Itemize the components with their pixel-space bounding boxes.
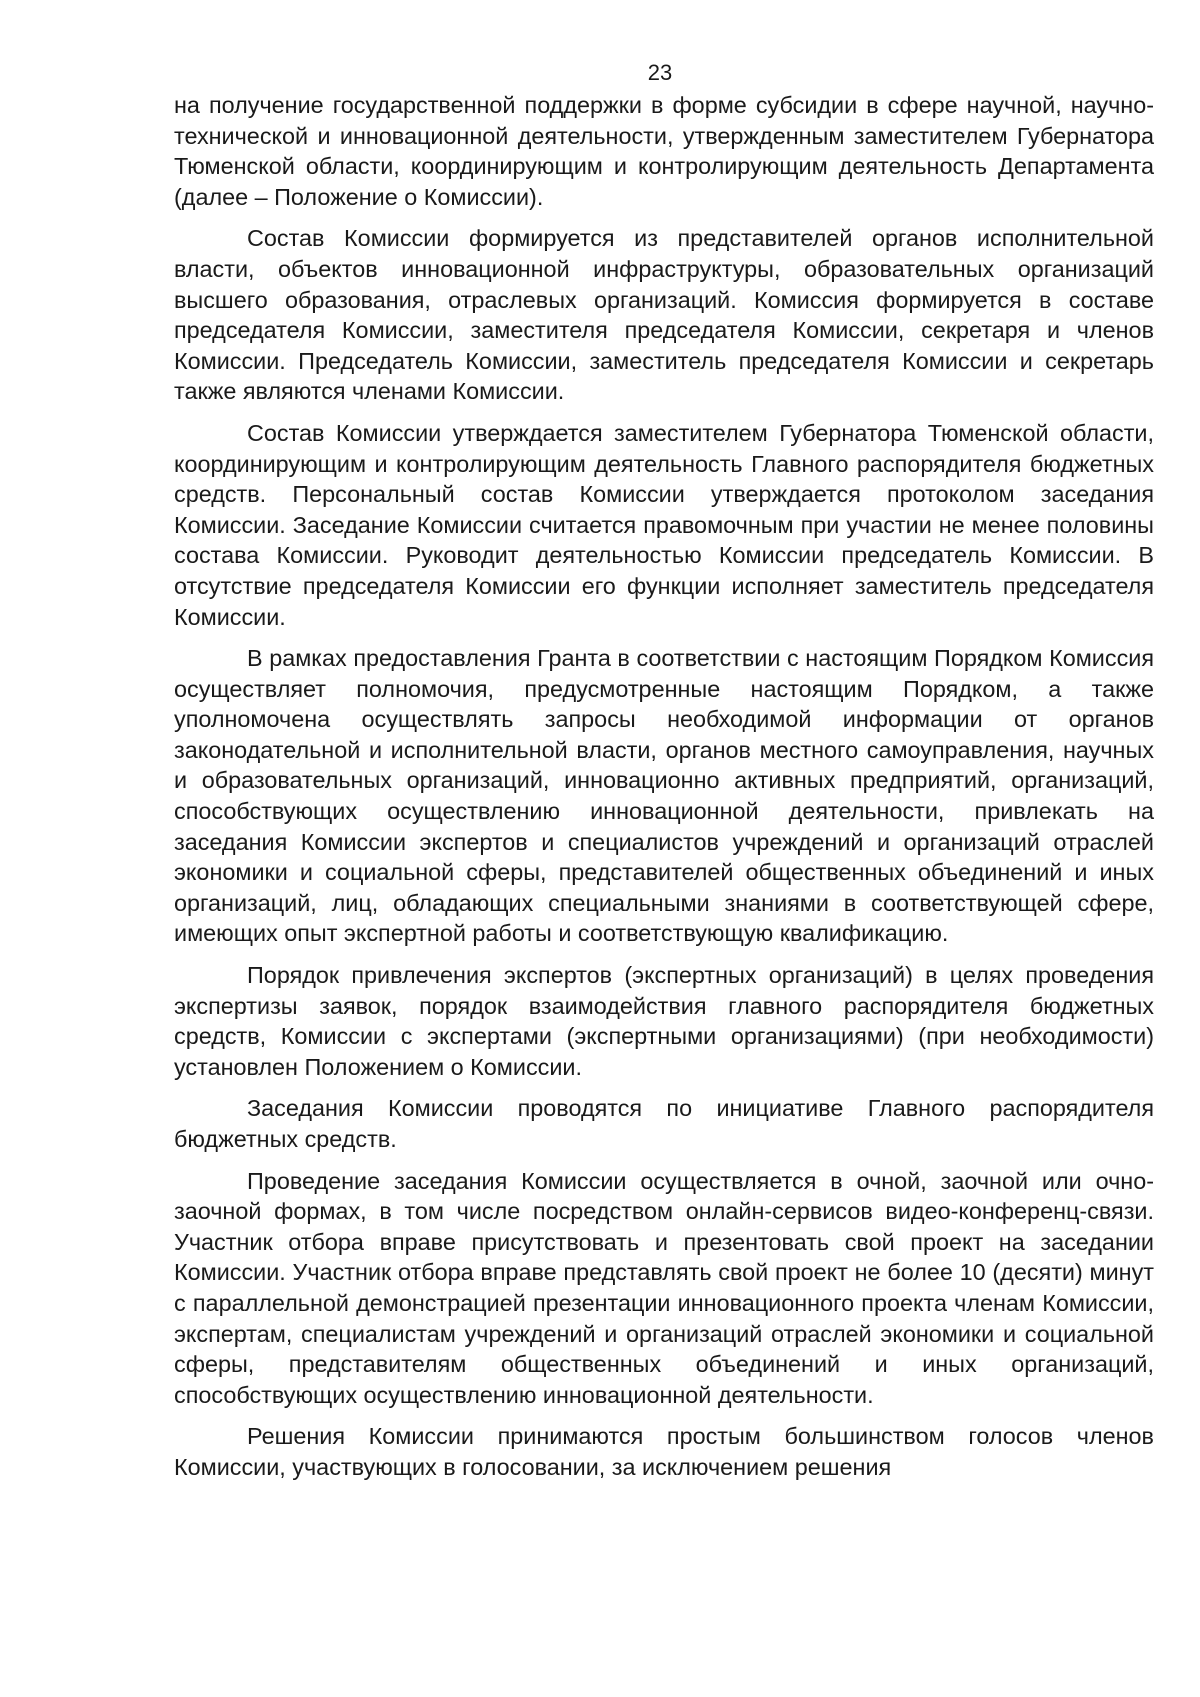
paragraph-continuation: на получение государственной поддержки в форме субсидии в сфере научной, научно-технической и инновационной деятельности, утвержденным заместителем Губернатора Тюменской области, координирующим и контролирующим деятельность Департамента (далее – Положение о Комиссии). [174,92,1154,210]
page-number: 23 [647,60,673,85]
paragraph-experts-procedure: Порядок привлечения экспертов (экспертных организаций) в целях проведения экспертизы заявок, порядок взаимодействия главного распорядителя бюджетных средств, Комиссии с экспертами (экспертными организациями) (при необходимости) установлен Положением о Комиссии. [174,962,1154,1080]
paragraph-decisions: Решения Комиссии принимаются простым большинством голосов членов Комиссии, участвующих в голосовании, за исключением решения [174,1423,1154,1480]
paragraph-commission-approval: Состав Комиссии утверждается заместителем Губернатора Тюменской области, координирующим и контролирующим деятельность Главного распорядителя бюджетных средств. Персональный состав Комиссии утверждается протоколом заседания Комиссии. Заседание Комиссии считается правомочным при участии не менее половины состава Комиссии. Руководит деятельностью Комиссии председатель Комиссии. В отсутствие председателя Комиссии его функции исполняет заместитель председателя Комиссии. [174,419,1154,630]
paragraph-meeting-format: Проведение заседания Комиссии осуществляется в очной, заочной или очно-заочной формах, в том числе посредством онлайн-сервисов видео-конференц-связи. Участник отбора вправе присутствовать и презентовать свой проект на заседании Комиссии. Участник отбора вправе представлять свой проект не более 10 (десяти) минут с параллельной демонстрацией презентации инновационного проекта членам Комиссии, экспертам, специалистам учреждений и организаций отраслей экономики и социальной сферы, представителям общественных объединений и иных организаций, способствующих осуществлению инновационной деятельности. [174,1167,1154,1408]
paragraph-commission-composition: Состав Комиссии формируется из представителей органов исполнительной власти, объектов инновационной инфраструктуры, образовательных организаций высшего образования, отраслевых организаций. Комиссия формируется в составе председателя Комиссии, заместителя председателя Комиссии, секретаря и членов Комиссии. Председатель Комиссии, заместитель председателя Комиссии и секретарь также являются членами Комиссии. [174,225,1154,405]
document-body [174,90,1154,1494]
paragraph-meetings-initiative: Заседания Комиссии проводятся по инициативе Главного распорядителя бюджетных средств. [174,1095,1154,1152]
paragraph-commission-powers: В рамках предоставления Гранта в соответствии с настоящим Порядком Комиссия осуществляет полномочия, предусмотренные настоящим Порядком, а также уполномочена осуществлять запросы необходимой информации от органов законодательной и исполнительной власти, органов местного самоуправления, научных и образовательных организаций, инновационно активных предприятий, организаций, способствующих осуществлению инновационной деятельности, привлекать на заседания Комиссии экспертов и специалистов учреждений и организаций отраслей экономики и социальной сферы, представителей общественных объединений и иных организаций, лиц, обладающих специальными знаниями в соответствующей сфере, имеющих опыт экспертной работы и соответствующую квалификацию. [174,645,1154,947]
